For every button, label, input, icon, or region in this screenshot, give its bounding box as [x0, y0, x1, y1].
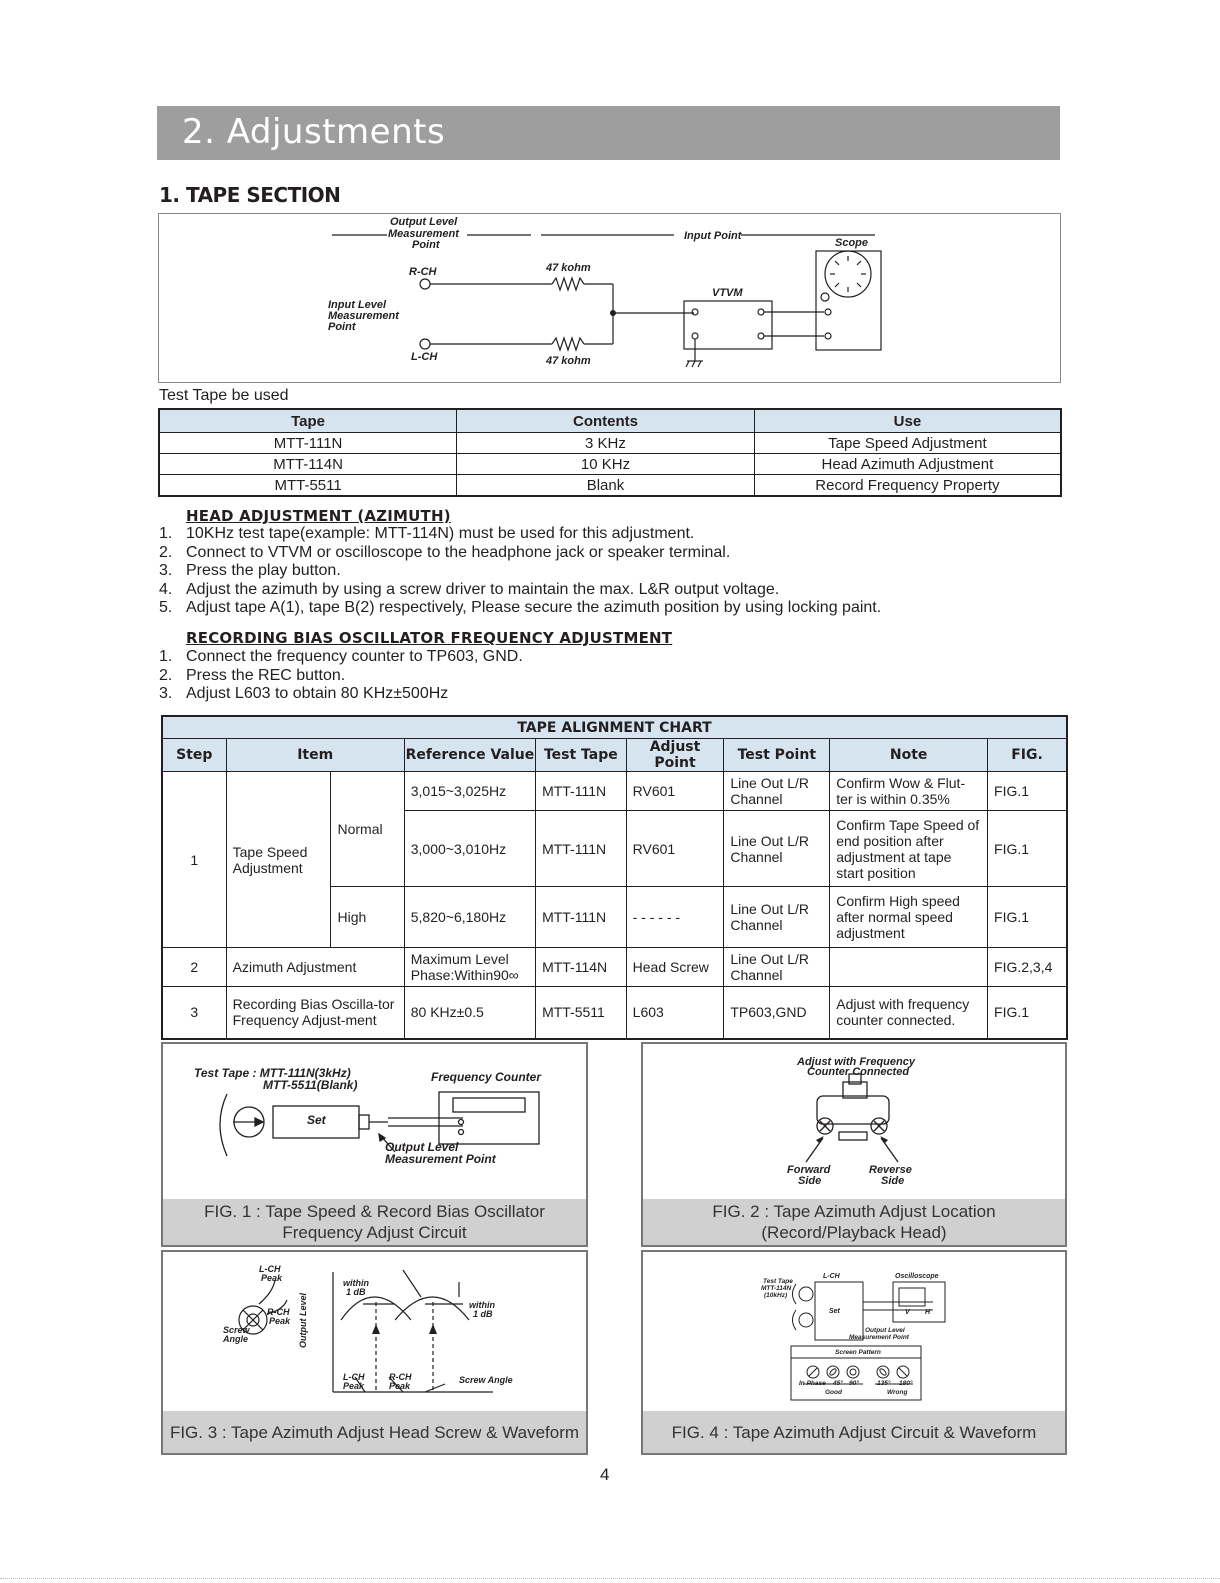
- fig4-lch-label: L-CH: [823, 1273, 840, 1280]
- table-cell: 10 KHz: [457, 454, 755, 475]
- step-text: Adjust the azimuth by using a screw driver to maintain the max. L&R output voltage.: [186, 580, 780, 598]
- resistor-top-label: 47 kohm: [546, 262, 591, 274]
- input-point-label: Input Point: [684, 230, 742, 242]
- table-cell: 3 KHz: [457, 433, 755, 454]
- fig1-output-level-label: Output Level: [385, 1140, 459, 1154]
- item-cell: Recording Bias Oscilla-tor Frequency Adjust-ment: [226, 987, 404, 1039]
- table-cell: Record Frequency Property: [754, 475, 1061, 497]
- fig4-10khz-label: (10kHz): [764, 1292, 788, 1299]
- column-header: Note: [830, 739, 988, 772]
- page-number: 4: [600, 1465, 610, 1484]
- figure-2-panel: [641, 1042, 1067, 1247]
- bias-adjustment-steps: [159, 648, 523, 704]
- column-header: Reference Value: [404, 739, 535, 772]
- table-cell: MTT-111N: [536, 811, 627, 887]
- step-text: 10KHz test tape(example: MTT-114N) must be used for this adjustment.: [186, 525, 695, 542]
- figure-3-caption: FIG. 3 : Tape Azimuth Adjust Head Screw & Waveform: [163, 1411, 586, 1453]
- column-header: Use: [754, 409, 1061, 433]
- tape-alignment-chart: [161, 715, 1068, 1040]
- column-header: FIG.: [988, 739, 1067, 772]
- step-cell: 3: [162, 987, 226, 1039]
- table-cell: MTT-5511: [159, 475, 457, 497]
- scope-label: Scope: [835, 237, 869, 249]
- table-header-row: [159, 409, 1061, 433]
- fig1-test-tape-label: Test Tape : MTT-111N(3kHz): [194, 1066, 351, 1080]
- chart-title: TAPE ALIGNMENT CHART: [162, 716, 1067, 739]
- resistor-bottom-label: 47 kohm: [546, 355, 591, 367]
- table-cell: FIG.1: [988, 811, 1067, 887]
- fig1-test-tape-blank-label: MTT-5511(Blank): [263, 1078, 358, 1092]
- step-number: 1.: [159, 525, 173, 542]
- step-number: 3.: [159, 685, 173, 702]
- step-number: 1.: [159, 648, 173, 665]
- measurement-diagram-drawing: [159, 214, 1062, 384]
- fig3-lch-bottom-label: L-CH: [343, 1372, 365, 1382]
- list-item: [159, 648, 523, 667]
- measurement-label: Measurement: [388, 228, 459, 240]
- list-item: [159, 581, 881, 600]
- fig3-rch-peak-label: Peak: [269, 1316, 291, 1326]
- step-text: Press the play button.: [186, 562, 341, 579]
- step-number: 2.: [159, 543, 173, 561]
- item-cell: Azimuth Adjustment: [226, 948, 404, 987]
- table-row: [162, 772, 1067, 811]
- table-row: [159, 454, 1061, 475]
- table-cell: FIG.1: [988, 772, 1067, 811]
- table-cell: 3,015~3,025Hz: [404, 772, 535, 811]
- table-cell: MTT-5511: [536, 987, 627, 1039]
- fig4-v-label: V: [905, 1309, 910, 1316]
- table-cell: 3,000~3,010Hz: [404, 811, 535, 887]
- fig3-1db-right-label: 1 dB: [473, 1309, 493, 1319]
- table-cell: MTT-111N: [536, 772, 627, 811]
- column-header: Adjust Point: [626, 739, 724, 772]
- table-cell: Confirm High speed after normal speed adjustment: [830, 887, 988, 948]
- fig4-measurement-point-label: Measurement Point: [849, 1334, 909, 1341]
- fig4-screen-pattern-label: Screen Pattern: [835, 1349, 881, 1356]
- step-text: Connect to VTVM or oscilloscope to the headphone jack or speaker terminal.: [186, 543, 731, 561]
- column-header: Test Point: [724, 739, 830, 772]
- fig3-angle-label: Angle: [223, 1334, 249, 1344]
- table-cell: [830, 948, 988, 987]
- column-header: Item: [226, 739, 404, 772]
- table-row: [159, 475, 1061, 497]
- page-title: 2. Adjustments: [182, 112, 446, 152]
- fig2-forward-side-label: Side: [798, 1175, 822, 1187]
- head-adjustment-steps: [159, 525, 881, 618]
- section-heading: 1. TAPE SECTION: [159, 183, 341, 207]
- fig4-135-label: 135°: [877, 1380, 891, 1387]
- caption-line: FIG. 1 : Tape Speed & Record Bias Oscillator: [204, 1202, 545, 1221]
- table-cell: Blank: [457, 475, 755, 497]
- table-cell: 5,820~6,180Hz: [404, 887, 535, 948]
- figure-1-panel: [161, 1042, 588, 1247]
- fig1-set-label: Set: [307, 1113, 326, 1127]
- table-cell: FIG.1: [988, 987, 1067, 1039]
- fig4-180-label: 180°: [899, 1380, 913, 1387]
- table-cell: Head Azimuth Adjustment: [754, 454, 1061, 475]
- fig2-reverse-label: Reverse: [869, 1164, 912, 1176]
- bias-adjustment-heading: RECORDING BIAS OSCILLATOR FREQUENCY ADJUSTMENT: [186, 629, 673, 647]
- figure-3-panel: [161, 1250, 588, 1455]
- table-cell: FIG.2,3,4: [988, 948, 1067, 987]
- list-item: [159, 685, 523, 704]
- caption-line: (Record/Playback Head): [761, 1223, 947, 1242]
- figure-1-caption: [163, 1199, 586, 1245]
- fig4-set-label: Set: [829, 1308, 840, 1315]
- table-cell: Line Out L/R Channel: [724, 772, 830, 811]
- figure-4-caption: FIG. 4 : Tape Azimuth Adjust Circuit & Waveform: [643, 1411, 1065, 1453]
- table-cell: Confirm Wow & Flut-ter is within 0.35%: [830, 772, 988, 811]
- table-cell: Tape Speed Adjustment: [754, 433, 1061, 454]
- step-number: 4.: [159, 580, 173, 598]
- fig4-test-tape-label: Test Tape: [763, 1278, 793, 1285]
- fig3-rch-bottom-label: R-CH: [389, 1372, 412, 1382]
- column-header: Contents: [457, 409, 755, 433]
- fig4-h-label: H: [925, 1309, 931, 1316]
- step-number: 5.: [159, 599, 173, 616]
- fig4-oscilloscope-label: Oscilloscope: [895, 1273, 939, 1280]
- fig4-45-label: 45°: [833, 1380, 843, 1387]
- table-cell: Line Out L/R Channel: [724, 887, 830, 948]
- column-header: Step: [162, 739, 226, 772]
- step-cell: 1: [162, 772, 226, 948]
- fig1-measurement-point-label: Measurement Point: [385, 1152, 496, 1166]
- fig3-rch-bottom-peak-label: Peak: [389, 1381, 411, 1391]
- table-cell: - - - - - -: [626, 887, 724, 948]
- step-cell: 2: [162, 948, 226, 987]
- step-text: Adjust tape A(1), tape B(2) respectively, Please secure the azimuth position by using locking paint.: [186, 599, 882, 616]
- step-number: 2.: [159, 666, 173, 684]
- fig4-good-label: Good: [825, 1389, 842, 1396]
- fig3-peak-label: Peak: [261, 1273, 283, 1283]
- mode-cell: High: [331, 887, 404, 948]
- section-banner: [157, 106, 1060, 160]
- test-tape-caption: Test Tape be used: [159, 387, 289, 404]
- step-text: Connect the frequency counter to TP603, GND.: [186, 648, 523, 665]
- input-level-label: Input Level: [328, 299, 387, 311]
- table-row: [162, 948, 1067, 987]
- fig3-lch-bottom-peak-label: Peak: [343, 1381, 365, 1391]
- fig2-top-label-2: Counter Connected: [807, 1066, 910, 1078]
- fig3-within-label: within: [343, 1278, 369, 1288]
- table-cell: RV601: [626, 772, 724, 811]
- table-cell: 80 KHz±0.5: [404, 987, 535, 1039]
- vtvm-label: VTVM: [712, 287, 743, 299]
- fig4-in-phase-label: In Phase: [799, 1380, 826, 1387]
- table-cell: MTT-111N: [536, 887, 627, 948]
- table-cell: Confirm Tape Speed of end position after adjustment at tape start position: [830, 811, 988, 887]
- r-ch-label: R-CH: [409, 266, 437, 278]
- list-item: [159, 599, 881, 618]
- item-cell: Tape Speed Adjustment: [226, 772, 331, 948]
- table-row: [159, 433, 1061, 454]
- fig4-90-label: 90°: [849, 1380, 859, 1387]
- test-tape-table: [158, 408, 1062, 497]
- input-point-label-2: Point: [328, 321, 356, 333]
- figure-4-drawing: [643, 1252, 1065, 1412]
- caption-line: FIG. 2 : Tape Azimuth Adjust Location: [712, 1202, 996, 1221]
- list-item: [159, 544, 881, 563]
- table-cell: Maximum Level Phase:Within90∞: [404, 948, 535, 987]
- input-measurement-label: Measurement: [328, 310, 399, 322]
- fig2-reverse-side-label: Side: [881, 1175, 905, 1187]
- table-cell: Adjust with frequency counter connected.: [830, 987, 988, 1039]
- fig3-lch-label: L-CH: [259, 1264, 281, 1274]
- fig2-forward-label: Forward: [787, 1164, 831, 1176]
- fig3-within-right-label: within: [469, 1300, 495, 1310]
- mode-cell: Normal: [331, 772, 404, 887]
- table-cell: MTT-114N: [159, 454, 457, 475]
- caption-line: Frequency Adjust Circuit: [282, 1223, 467, 1242]
- figure-2-caption: [643, 1199, 1065, 1245]
- table-cell: TP603,GND: [724, 987, 830, 1039]
- step-text: Press the REC button.: [186, 666, 346, 684]
- column-header: Test Tape: [536, 739, 627, 772]
- table-cell: Line Out L/R Channel: [724, 948, 830, 987]
- step-text: Adjust L603 to obtain 80 KHz±500Hz: [186, 685, 449, 702]
- fig4-output-level-label: Output Level: [865, 1327, 905, 1334]
- table-cell: MTT-114N: [536, 948, 627, 987]
- l-ch-label: L-CH: [411, 351, 438, 363]
- fig3-output-level-axis-label: Output Level: [298, 1292, 308, 1348]
- table-cell: L603: [626, 987, 724, 1039]
- table-cell: FIG.1: [988, 887, 1067, 948]
- fig1-frequency-counter-label: Frequency Counter: [431, 1070, 542, 1084]
- output-level-label: Output Level: [390, 216, 458, 228]
- head-adjustment-heading: HEAD ADJUSTMENT (AZIMUTH): [186, 507, 451, 525]
- fig3-screw-label: Screw: [223, 1325, 250, 1335]
- fig3-rch-label: R-CH: [267, 1307, 290, 1317]
- table-cell: Head Screw: [626, 948, 724, 987]
- list-item: [159, 562, 881, 581]
- table-cell: RV601: [626, 811, 724, 887]
- fig3-screw-angle-label: Screw Angle: [459, 1375, 513, 1385]
- fig3-1db-label: 1 dB: [346, 1287, 366, 1297]
- figure-4-panel: [641, 1250, 1067, 1455]
- table-cell: Line Out L/R Channel: [724, 811, 830, 887]
- fig4-mtt-label: MTT-114N: [761, 1285, 792, 1292]
- list-item: [159, 525, 881, 544]
- list-item: [159, 667, 523, 686]
- table-cell: MTT-111N: [159, 433, 457, 454]
- measurement-diagram: [158, 213, 1061, 383]
- fig2-top-label-1: Adjust with Frequency: [797, 1056, 915, 1068]
- page-edge-divider: [0, 1578, 1220, 1579]
- step-number: 3.: [159, 562, 173, 579]
- point-label: Point: [412, 239, 440, 251]
- table-row: [162, 987, 1067, 1039]
- fig4-wrong-label: Wrong: [887, 1389, 908, 1396]
- column-header: Tape: [159, 409, 457, 433]
